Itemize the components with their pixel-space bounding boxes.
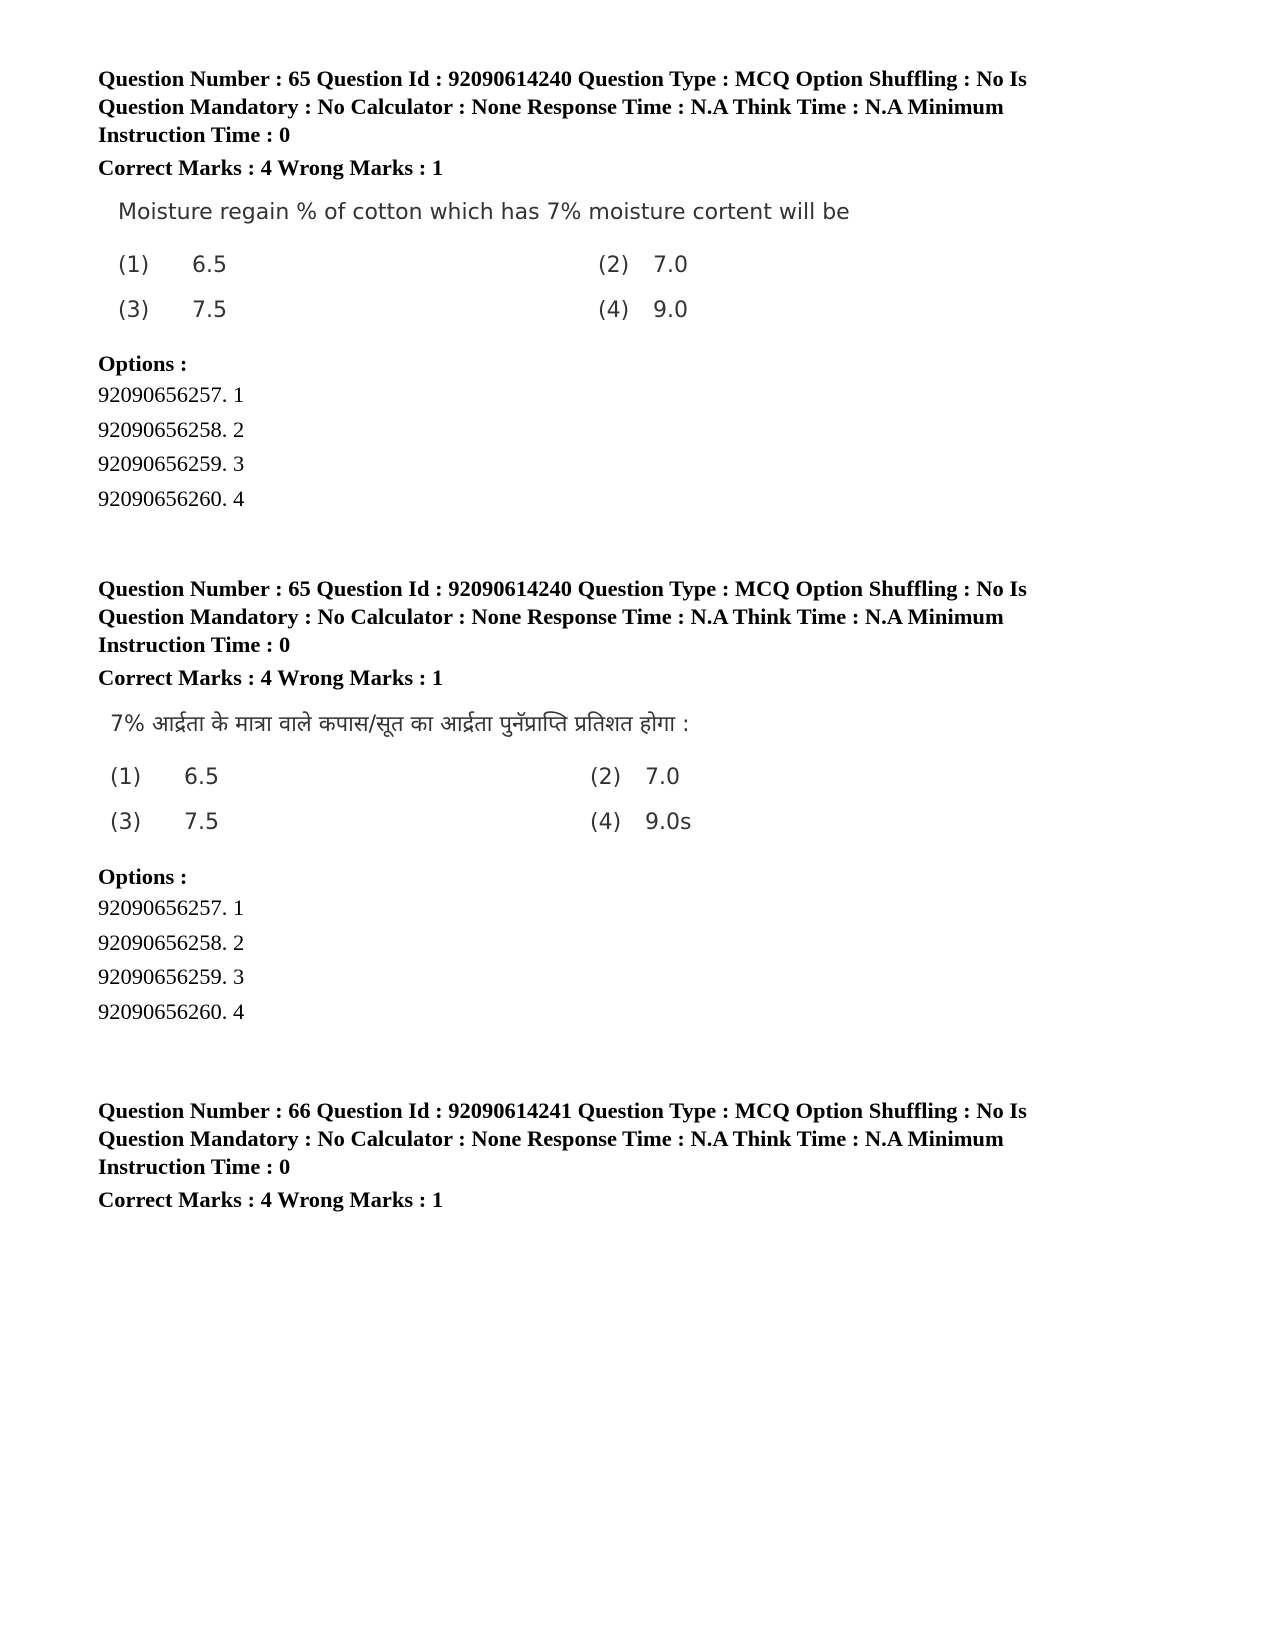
meta-line: Question Mandatory : No Calculator : None Response Time : N.A Think Time : N.A Minimum [98, 604, 1004, 629]
choice-number: (4) [598, 298, 630, 323]
marks-line: Correct Marks : 4 Wrong Marks : 1 [98, 665, 444, 690]
choice-value: 9.0 [653, 298, 688, 323]
choice-value: 7.5 [192, 298, 227, 323]
choice-1 [110, 765, 219, 790]
question-text: Moisture regain % of cotton which has 7% moisture cortent will be [118, 200, 850, 225]
option-row: 92090656259. 3 [98, 451, 245, 476]
option-row: 92090656260. 4 [98, 485, 245, 511]
choice-number: (1) [118, 253, 150, 278]
choice-value: 9.0s [645, 810, 692, 835]
option-row: 92090656258. 2 [98, 929, 245, 955]
choice-value: 6.5 [192, 253, 227, 278]
meta-line: Question Number : 66 Question Id : 92090614241 Question Type : MCQ Option Shuffling : No Is [98, 1098, 1027, 1123]
choice-number: (2) [598, 253, 630, 278]
question-meta [98, 65, 1188, 149]
marks-line: Correct Marks : 4 Wrong Marks : 1 [98, 155, 444, 180]
choice-value: 7.5 [184, 810, 219, 835]
meta-line: Question Mandatory : No Calculator : None Response Time : N.A Think Time : N.A Minimum [98, 94, 1004, 119]
choice-3 [118, 298, 227, 323]
option-row: 92090656259. 3 [98, 964, 245, 989]
choice-number: (4) [590, 810, 622, 835]
meta-line: Instruction Time : 0 [98, 122, 291, 147]
question-block-65-en [98, 65, 1188, 516]
meta-line: Question Mandatory : No Calculator : None Response Time : N.A Think Time : N.A Minimum [98, 1126, 1004, 1151]
options-label: Options : [98, 351, 188, 376]
meta-line: Instruction Time : 0 [98, 1154, 291, 1179]
choice-number: (3) [118, 298, 150, 323]
choice-value: 7.0 [653, 253, 688, 278]
marks-line: Correct Marks : 4 Wrong Marks : 1 [98, 1187, 444, 1212]
question-text: 7% आर्द्रता के मात्रा वाले कपास/सूत का आर्द्रता पुनॅप्राप्ति प्रतिशत होगा : [110, 712, 690, 737]
question-meta [98, 1097, 1188, 1181]
choice-4 [598, 298, 688, 323]
choice-2 [590, 765, 680, 790]
question-image [98, 200, 1188, 350]
choice-value: 7.0 [645, 765, 680, 790]
choice-number: (2) [590, 765, 622, 790]
choice-number: (3) [110, 810, 142, 835]
choice-number: (1) [110, 765, 142, 790]
choice-3 [110, 810, 219, 835]
option-row: 92090656260. 4 [98, 998, 245, 1024]
option-row: 92090656258. 2 [98, 416, 245, 442]
meta-line: Question Number : 65 Question Id : 92090614240 Question Type : MCQ Option Shuffling : No Is [98, 66, 1027, 91]
question-block-66 [98, 1097, 1188, 1214]
question-block-65-hi [98, 575, 1188, 1029]
choice-1 [118, 253, 227, 278]
choice-4 [590, 810, 691, 835]
question-meta [98, 575, 1188, 659]
option-row: 92090656257. 1 [98, 382, 245, 407]
meta-line: Instruction Time : 0 [98, 632, 291, 657]
question-image [98, 708, 1188, 863]
meta-line: Question Number : 65 Question Id : 92090614240 Question Type : MCQ Option Shuffling : No Is [98, 576, 1027, 601]
option-row: 92090656257. 1 [98, 895, 245, 920]
choice-2 [598, 253, 688, 278]
choice-value: 6.5 [184, 765, 219, 790]
options-label: Options : [98, 864, 188, 889]
